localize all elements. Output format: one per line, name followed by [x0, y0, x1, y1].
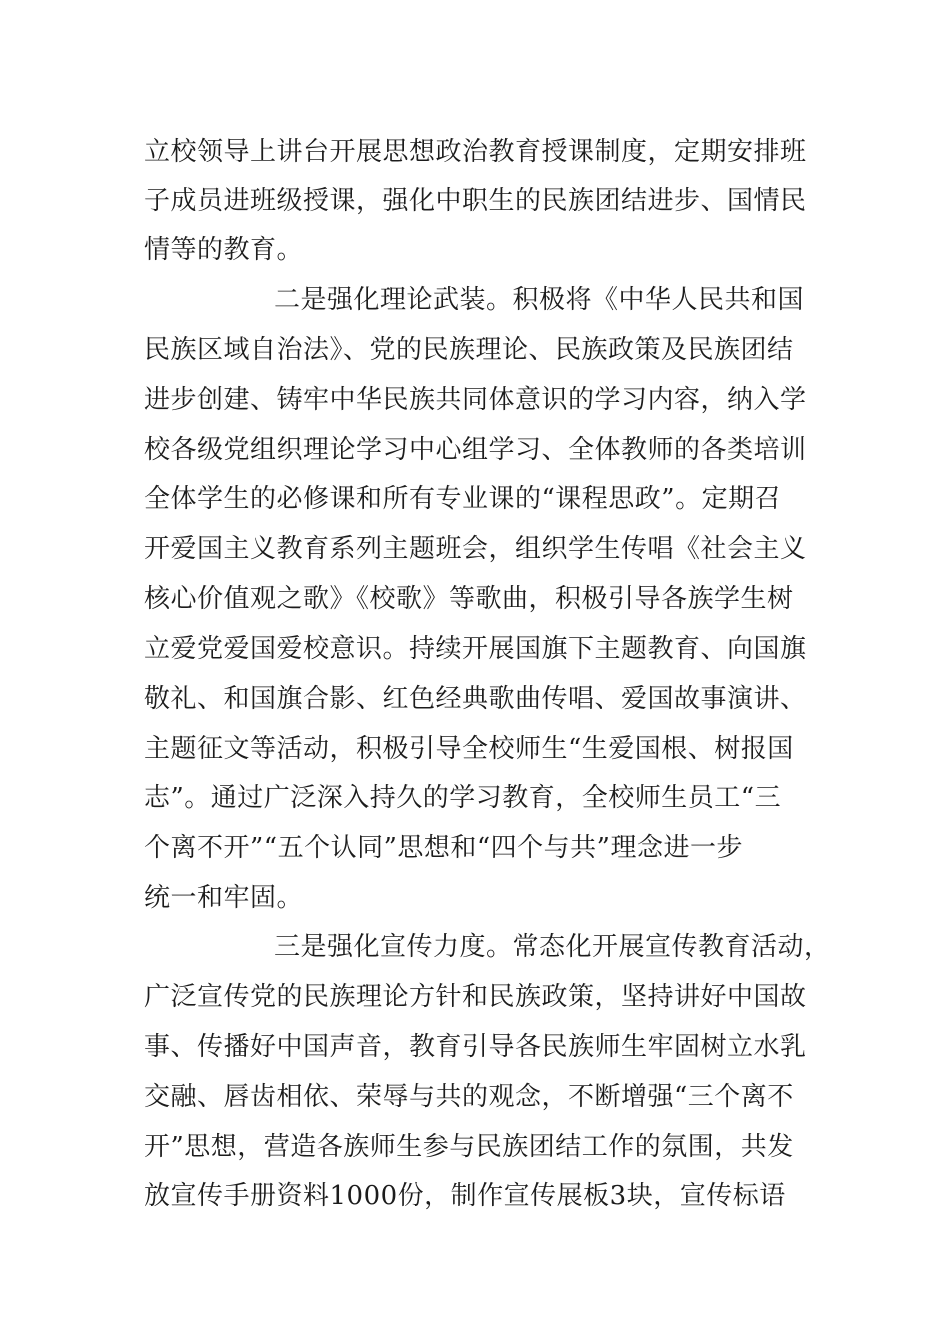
text-line: 全体学生的必修课和所有专业课的“课程思政”。定期召 [144, 484, 782, 514]
text-line: 志”。通过广泛深入持久的学习教育，全校师生员工“三 [144, 783, 782, 813]
text-line: 民族区域自治法》、党的民族理论、民族政策及民族团结 [144, 335, 794, 365]
text-line: 广泛宣传党的民族理论方针和民族政策，坚持讲好中国故 [144, 982, 807, 1012]
text-line: 交融、唇齿相依、荣辱与共的观念，不断增强“三个离不 [144, 1082, 794, 1112]
paragraph-start-line: 三是强化宣传力度。常态化开展宣传教育活动， [274, 932, 831, 962]
text-line: 校各级党组织理论学习中心组学习、全体教师的各类培训 [144, 435, 807, 465]
text-line: 进步创建、铸牢中华民族共同体意识的学习内容，纳入学 [144, 385, 807, 415]
text-line: 开爱国主义教育系列主题班会，组织学生传唱《社会主义 [144, 534, 807, 564]
text-line: 敬礼、和国旗合影、红色经典歌曲传唱、爱国故事演讲、 [144, 684, 807, 714]
text-line: 事、传播好中国声音，教育引导各民族师生牢固树立水乳 [144, 1032, 807, 1062]
text-line: 情等的教育。 [144, 235, 304, 265]
text-line: 核心价值观之歌》《校歌》等歌曲，积极引导各族学生树 [144, 584, 794, 614]
text-line: 立爱党爱国爱校意识。持续开展国旗下主题教育、向国旗 [144, 634, 807, 664]
text-line: 放宣传手册资料1000份，制作宣传展板3块，宣传标语 [144, 1181, 786, 1211]
text-line: 立校领导上讲台开展思想政治教育授课制度，定期安排班 [144, 137, 807, 167]
text-line: 个离不开”“五个认同”思想和“四个与共”理念进一步 [144, 833, 743, 863]
text-line: 子成员进班级授课，强化中职生的民族团结进步、国情民 [144, 186, 807, 216]
text-line: 统一和牢固。 [144, 883, 304, 913]
paragraph-start-line: 二是强化理论武装。积极将《中华人民共和国 [274, 285, 805, 315]
text-line: 开”思想，营造各族师生参与民族团结工作的氛围，共发 [144, 1132, 794, 1162]
text-line: 主题征文等活动，积极引导全校师生“生爱国根、树报国 [144, 734, 794, 764]
